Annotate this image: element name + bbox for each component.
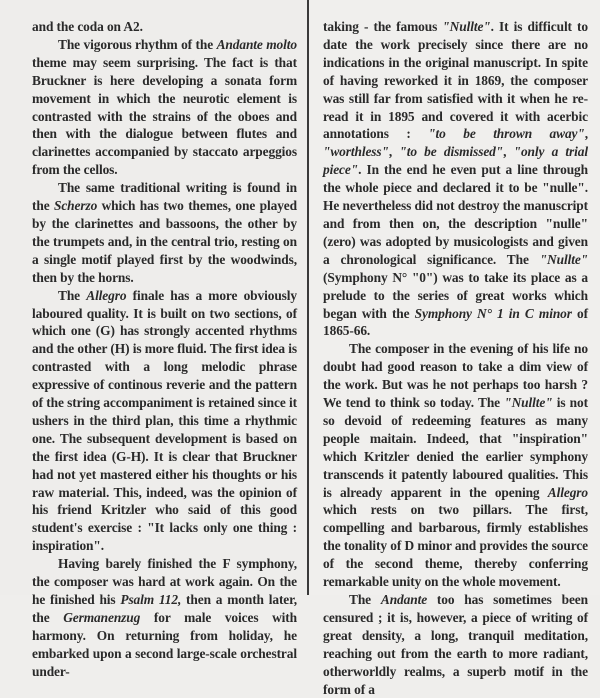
- text-segment: too has sometimes been censured ; it is, however, a piece of writing of great density, a long, tranquil meditation, reaching out from the earth to more radiant, otherworldly realms, a superb motif in the form of a: [323, 592, 588, 697]
- italic-text: Andante molto: [216, 36, 297, 52]
- italic-text: Psalm 112,: [120, 592, 182, 607]
- paragraph: [32, 555, 297, 680]
- italic-text: "Nullte": [539, 251, 588, 267]
- right-column: [323, 18, 588, 698]
- text-segment: which rests on two pillars. The first, compelling and barbarous, firmly establishes the tonality of D minor and provides the source of the second theme, thereby conferring remarkable unity on the whole movement.: [323, 502, 588, 590]
- paragraph: [32, 36, 297, 179]
- italic-text: "worthless": [323, 144, 389, 160]
- paragraph: [32, 179, 297, 286]
- left-column: [32, 18, 297, 681]
- italic-text: Symphony N° 1 in C minor: [414, 305, 572, 321]
- text-segment: theme may seem surprising. The fact is that Bruckner is here developing a sonata form movement in which the neurotic element is contrasted with the strains of the oboes and then with the dialogue between flutes and clarinettes accompanied by staccato arpeggios from the cellos.: [32, 54, 297, 178]
- text-segment: which has two themes, one played by the clarinettes and bassoons, the other by the trumpets and, in the central trio, resting on a single motif played first by the woodwinds, then by the horns.: [32, 198, 297, 285]
- text-segment: The: [349, 592, 381, 607]
- text-segment: ,: [503, 144, 514, 160]
- italic-text: Andante: [380, 592, 428, 607]
- text-segment: Having barely finished the F symphony, the composer was hard at work again. On the he finished his: [32, 556, 297, 607]
- text-segment: The vigorous rhythm of the: [58, 36, 217, 52]
- text-segment: for male voices with harmony. On returning from holiday, he embarked upon a second large-scale orchestral under-: [32, 609, 297, 679]
- text-segment: ,: [584, 126, 588, 142]
- text-segment: of 1865-66.: [323, 305, 589, 339]
- italic-text: Allegro: [86, 287, 127, 303]
- paragraph: [32, 287, 297, 556]
- italic-text: "only a trial piece": [323, 144, 588, 178]
- italic-text: Scherzo: [53, 198, 98, 214]
- text-segment: finale has a more obviously laboured quality. It is built on two sections, of which one (G) has strongly accented rhythms and the other (H) is more fluid. The first idea is contrasted with a long melodic phrase expressive of continous reverie and the pattern of the string accompaniment is retained since it ushers in the third plan, this time a rhythmic one. The subsequent development is based on the first idea (G-H). It is clear that Bruckner had not yet mastered either his thoughts or his raw material. This, indeed, was the opinion of his friend Kritzler who said of this good student's exercise : "It lacks only one thing : inspiration".: [32, 287, 298, 554]
- text-segment: The same traditional writing is found in the: [32, 180, 297, 214]
- paragraph: [323, 340, 588, 591]
- paragraph: [323, 18, 588, 340]
- text-segment: ,: [388, 144, 400, 160]
- text-segment: is not so devoid of redeeming features as many people maitain. Indeed, that "inspiration" which Kritzler denied the earlier symphony transcends it patently laboured qualities. This is already apparent in the opening: [323, 395, 588, 500]
- column-divider: [307, 0, 309, 595]
- italic-text: "to be dismissed": [399, 144, 504, 160]
- text-segment: (Symphony N° "0") was to take its place as a prelude to the series of great works which began with the: [323, 269, 588, 321]
- text-segment: then a month later, the: [32, 592, 298, 625]
- text-segment: The composer in the evening of his life no doubt had good reason to take a dim view of the work. But was he not perhaps too harsh ? We tend to think so today. The: [323, 341, 588, 411]
- paragraph: [32, 18, 297, 36]
- text-segment: . It is difficult to date the work precisely since there are no indications in the original manuscript. In spite of having reworked it in 1869, the composer was still far from satisfied with it when he re-read it in 1895 and covered it with acerbic annotations :: [323, 19, 588, 142]
- text-segment: taking - the famous: [323, 19, 443, 34]
- italic-text: "Nullte": [442, 19, 491, 34]
- text-segment: The: [58, 287, 87, 303]
- text-segment: . In the end he even put a line through the whole piece and declared it to be "nulle". He nevertheless did not destroy the manuscript and from then on, the description "nulle" (zero) was adopted by musicologists and given a chronological significance. The: [323, 162, 588, 267]
- italic-text: Allegro: [547, 484, 588, 500]
- text-segment: and the coda on A2.: [32, 19, 143, 34]
- italic-text: "Nullte": [504, 395, 553, 411]
- italic-text: Germanenzug: [63, 609, 141, 625]
- paragraph: [323, 591, 588, 698]
- italic-text: "to be thrown away": [428, 126, 585, 142]
